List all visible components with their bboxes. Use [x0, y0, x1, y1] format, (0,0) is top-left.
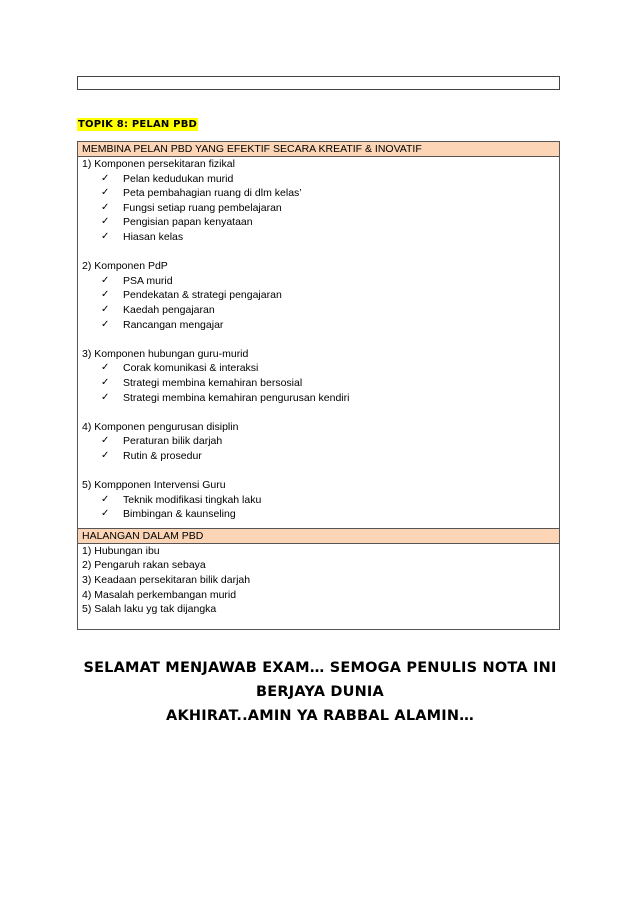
- list-item-text: Strategi membina kemahiran pengurusan kendiri: [123, 391, 350, 404]
- list-item: [82, 318, 555, 333]
- checkmark-icon: ✓: [101, 508, 110, 520]
- list-item: [82, 172, 555, 187]
- list-item-text: Pengisian papan kenyataan: [123, 216, 253, 229]
- checkmark-icon: ✓: [101, 230, 110, 242]
- checkmark-icon: ✓: [101, 318, 110, 330]
- list-item-text: Corak komunikasi & interaksi: [123, 362, 259, 375]
- list-item: [82, 303, 555, 318]
- list-item: [82, 274, 555, 289]
- list-item-text: Kaedah pengajaran: [123, 303, 215, 316]
- checkmark-icon: ✓: [101, 362, 110, 374]
- checkmark-icon: ✓: [101, 303, 110, 315]
- list-item: 1) Hubungan ibu: [82, 544, 160, 557]
- group-title: 2) Komponen PdP: [82, 260, 168, 273]
- list-item-text: Teknik modifikasi tingkah laku: [123, 493, 262, 506]
- list-item: [82, 201, 555, 216]
- check-list: [82, 172, 555, 245]
- group-title: 1) Komponen persekitaran fizikal: [82, 158, 235, 170]
- list-item: 5) Salah laku yg tak dijangka: [82, 603, 217, 616]
- list-item-text: Rancangan mengajar: [123, 318, 224, 331]
- list-item-text: Rutin & prosedur: [123, 449, 202, 462]
- checkmark-icon: ✓: [101, 187, 110, 199]
- list-item-text: Bimbingan & kaunseling: [123, 508, 236, 521]
- group-intervensi-guru: [82, 478, 555, 522]
- checkmark-icon: ✓: [101, 274, 110, 286]
- section-body-halangan: [78, 544, 559, 629]
- checkmark-icon: ✓: [101, 172, 110, 184]
- checkmark-icon: ✓: [101, 449, 110, 461]
- group-hubungan-guru-murid: [82, 347, 555, 405]
- group-persekitaran-fizikal: [82, 157, 555, 245]
- list-item: [82, 376, 555, 391]
- list-item: [82, 186, 555, 201]
- list-item: [82, 391, 555, 406]
- group-title: 3) Komponen hubungan guru-murid: [82, 347, 249, 360]
- list-item-text: PSA murid: [123, 274, 173, 287]
- checkmark-icon: ✓: [101, 289, 110, 301]
- checkmark-icon: ✓: [101, 201, 110, 213]
- spacer: [82, 463, 555, 478]
- checkmark-icon: ✓: [101, 216, 110, 228]
- closing-line-1: SELAMAT MENJAWAB EXAM… SEMOGA PENULIS NOTA INI BERJAYA DUNIA: [83, 660, 557, 700]
- spacer: [82, 245, 555, 260]
- group-pdp: [82, 259, 555, 332]
- list-item: [82, 434, 555, 449]
- checkmark-icon: ✓: [101, 435, 110, 447]
- list-item: 2) Pengaruh rakan sebaya: [82, 559, 206, 572]
- list-item-text: Peraturan bilik darjah: [123, 435, 223, 448]
- list-item: [82, 361, 555, 376]
- list-item: [82, 507, 555, 522]
- group-pengurusan-disiplin: [82, 420, 555, 464]
- list-item: [82, 230, 555, 245]
- content-table: [77, 141, 560, 630]
- group-title: 4) Komponen pengurusan disiplin: [82, 420, 239, 433]
- check-list: [82, 493, 555, 522]
- spacer: [82, 405, 555, 420]
- list-item: [82, 215, 555, 230]
- group-title: 5) Kompponen Intervensi Guru: [82, 479, 226, 492]
- section-header-halangan: HALANGAN DALAM PBD: [78, 529, 559, 544]
- list-item: 3) Keadaan persekitaran bilik darjah: [82, 574, 251, 587]
- list-item: [82, 493, 555, 508]
- section-body-membina: [78, 157, 559, 529]
- list-item-text: Pendekatan & strategi pengajaran: [123, 289, 282, 302]
- check-list: [82, 274, 555, 332]
- list-item: 4) Masalah perkembangan murid: [82, 588, 237, 601]
- closing-message: [70, 656, 570, 728]
- topic-heading: TOPIK 8: PELAN PBD: [78, 119, 198, 130]
- list-item: [82, 288, 555, 303]
- spacer: [82, 332, 555, 347]
- closing-line-2: AKHIRAT..AMIN YA RABBAL ALAMIN…: [166, 708, 474, 724]
- section-header-membina: MEMBINA PELAN PBD YANG EFEKTIF SECARA KREATIF & INOVATIF: [78, 142, 559, 157]
- list-item-text: Pelan kedudukan murid: [123, 172, 234, 185]
- list-item-text: Hiasan kelas: [123, 230, 184, 243]
- list-item-text: Fungsi setiap ruang pembelajaran: [123, 201, 282, 214]
- check-list: [82, 361, 555, 405]
- checkmark-icon: ✓: [101, 493, 110, 505]
- check-list: [82, 434, 555, 463]
- list-item-text: Strategi membina kemahiran bersosial: [123, 376, 303, 389]
- checkmark-icon: ✓: [101, 376, 110, 388]
- checkmark-icon: ✓: [101, 391, 110, 403]
- empty-table-row: [77, 76, 560, 90]
- list-item: [82, 449, 555, 464]
- list-item-text: Peta pembahagian ruang di dlm kelas’: [123, 187, 302, 200]
